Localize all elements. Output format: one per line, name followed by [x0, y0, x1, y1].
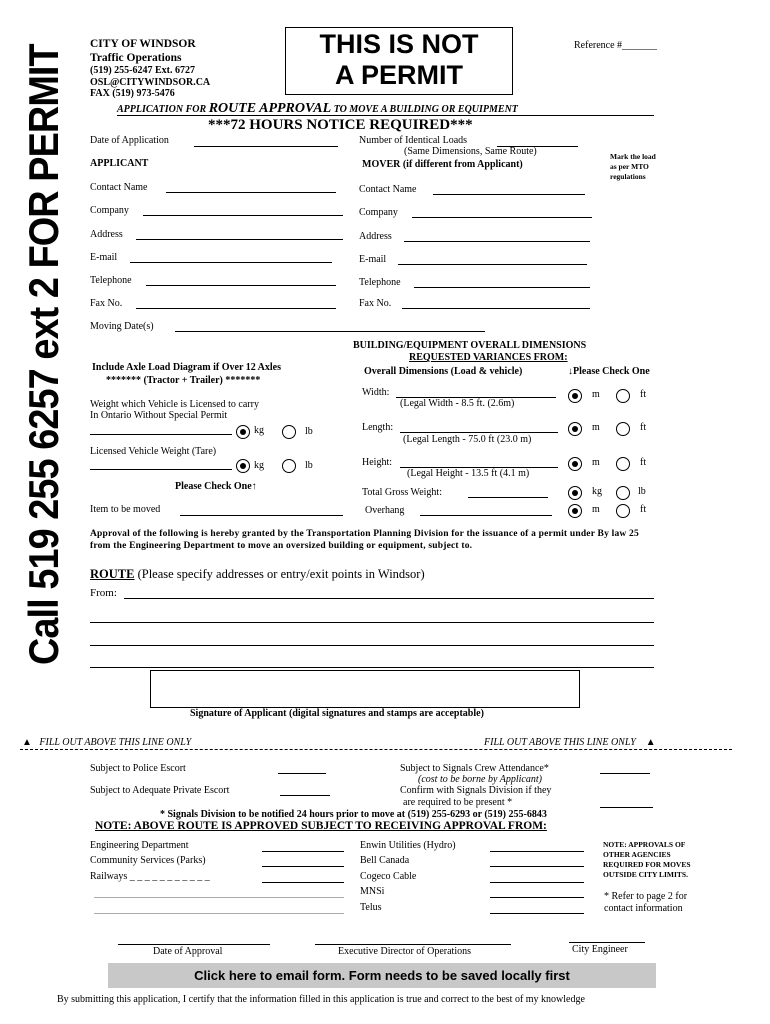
up-arrow-icon: ↑	[251, 481, 257, 492]
height-unit-ft: ft	[640, 457, 647, 468]
community-field[interactable]	[262, 866, 344, 867]
applicant-address-label: Address	[90, 229, 123, 240]
mover-company-label: Company	[359, 207, 398, 218]
not-permit-line1: THIS IS NOT	[319, 29, 479, 59]
refer-page2-line1: * Refer to page 2 for	[604, 891, 688, 902]
header-phone: (519) 255-6247 Ext. 6727	[90, 65, 195, 76]
licensed-weight-line2: In Ontario Without Special Permit	[90, 410, 228, 421]
licensed-unit-lb: lb	[305, 426, 313, 437]
down-arrow-icon: ↓	[568, 366, 573, 377]
date-of-application-label: Date of Application	[90, 135, 169, 146]
mto-note-line3: regulations	[610, 172, 646, 181]
axle-line1: Include Axle Load Diagram if Over 12 Axles	[92, 362, 281, 373]
date-of-approval-line[interactable]	[118, 944, 270, 945]
fill-above-left-text: FILL OUT ABOVE THIS LINE ONLY	[39, 737, 192, 748]
length-field[interactable]	[400, 432, 558, 433]
route-line-4[interactable]	[90, 667, 654, 668]
signals-crew-field[interactable]	[600, 773, 650, 774]
outside-note-line4: OUTSIDE CITY LIMITS.	[603, 870, 688, 879]
outside-note-line3: REQUIRED FOR MOVES	[603, 860, 691, 869]
height-unit-m-radio[interactable]	[568, 457, 582, 471]
director-signature-line[interactable]	[315, 944, 511, 945]
mover-address-label: Address	[359, 231, 392, 242]
signature-label: Signature of Applicant (digital signatures and stamps are acceptable)	[190, 708, 484, 719]
mover-fax-field[interactable]	[402, 308, 590, 309]
enwin-label: Enwin Utilities (Hydro)	[360, 840, 456, 851]
signals-notice: * Signals Division to be notified 24 hours prior to move at (519) 255-6293 or (519) 255-6843	[160, 809, 547, 820]
email-form-button[interactable]: Click here to email form. Form needs to be saved locally first	[108, 963, 656, 988]
length-legal: (Legal Length - 75.0 ft (23.0 m)	[403, 434, 532, 445]
route-heading: ROUTE	[90, 567, 135, 581]
cogeco-label: Cogeco Cable	[360, 871, 417, 882]
height-label: Height:	[362, 457, 392, 468]
gross-unit-kg-radio[interactable]	[568, 486, 582, 500]
signals-confirm-field[interactable]	[600, 807, 653, 808]
not-a-permit-box	[285, 27, 513, 95]
route-line-1[interactable]	[124, 598, 654, 599]
dims-check-one-text: Please Check One	[573, 366, 650, 377]
engineering-label: Engineering Department	[90, 840, 189, 851]
police-escort-label: Subject to Police Escort	[90, 763, 186, 774]
overhang-label: Overhang	[365, 505, 405, 516]
applicant-email-field[interactable]	[130, 262, 332, 263]
engineering-field[interactable]	[262, 851, 344, 852]
axle-check-one	[175, 481, 257, 492]
mover-contact-field[interactable]	[433, 194, 585, 195]
moving-dates-field[interactable]	[175, 331, 485, 332]
not-permit-line2: A PERMIT	[335, 60, 463, 90]
outside-note-line1: NOTE: APPROVALS OF	[603, 840, 686, 849]
licensed-weight-field[interactable]	[90, 434, 232, 435]
side-phone-banner: Call 519 255 6257 ext 2 FOR PERMIT	[20, 44, 67, 666]
mover-contact-label: Contact Name	[359, 184, 417, 195]
width-unit-m: m	[592, 389, 600, 400]
overhang-unit-m: m	[592, 504, 600, 515]
width-unit-ft: ft	[640, 389, 647, 400]
axle-line2: ******* (Tractor + Trailer) *******	[106, 375, 261, 386]
fill-above-right-text: FILL OUT ABOVE THIS LINE ONLY	[484, 737, 636, 748]
tare-unit-kg-radio[interactable]	[236, 459, 250, 473]
width-unit-ft-radio[interactable]	[616, 389, 630, 403]
notice-72-hours: ***72 HOURS NOTICE REQUIRED***	[208, 117, 473, 133]
outside-limits-note	[603, 840, 691, 880]
mover-telephone-field[interactable]	[414, 287, 590, 288]
mover-address-field[interactable]	[404, 241, 590, 242]
gross-weight-field[interactable]	[468, 497, 548, 498]
gross-unit-lb-radio[interactable]	[616, 486, 630, 500]
bell-field[interactable]	[490, 866, 584, 867]
engineer-label: City Engineer	[572, 944, 628, 955]
applicant-fax-field[interactable]	[136, 308, 336, 309]
outside-note-line2: OTHER AGENCIES	[603, 850, 671, 859]
org-name: CITY OF WINDSOR	[90, 38, 196, 50]
mover-company-field[interactable]	[412, 217, 592, 218]
route-instruction: (Please specify addresses or entry/exit points in Windsor)	[137, 567, 425, 581]
route-line-2[interactable]	[90, 622, 654, 623]
title-main: ROUTE APPROVAL	[208, 101, 332, 116]
header-fax: FAX (519) 973-5476	[90, 88, 175, 99]
licensed-unit-lb-radio[interactable]	[282, 425, 296, 439]
gross-unit-kg: kg	[592, 486, 602, 497]
tare-unit-kg: kg	[254, 460, 264, 471]
mto-note-line1: Mark the load	[610, 152, 656, 161]
director-label: Executive Director of Operations	[338, 946, 472, 957]
cut-line	[20, 749, 732, 750]
overall-dimensions-label: Overall Dimensions (Load & vehicle)	[364, 366, 523, 377]
dims-check-one	[568, 366, 650, 377]
signals-confirm-line1: Confirm with Signals Division if they	[400, 785, 552, 796]
telus-label: Telus	[360, 902, 382, 913]
mto-note	[610, 152, 656, 182]
overhang-unit-m-radio[interactable]	[568, 504, 582, 518]
identical-loads-note: (Same Dimensions, Same Route)	[404, 146, 537, 157]
overhang-unit-ft-radio[interactable]	[616, 504, 630, 518]
height-unit-m: m	[592, 457, 600, 468]
date-of-approval-label: Date of Approval	[153, 946, 223, 957]
title-prefix: APPLICATION FOR	[117, 104, 207, 115]
tare-unit-lb-radio[interactable]	[282, 459, 296, 473]
applicant-telephone-label: Telephone	[90, 275, 132, 286]
tare-unit-lb: lb	[305, 460, 313, 471]
enwin-field[interactable]	[490, 851, 584, 852]
engineer-signature-line[interactable]	[569, 942, 645, 943]
private-escort-field[interactable]	[280, 795, 330, 796]
applicant-address-field[interactable]	[136, 239, 343, 240]
applicant-email-label: E-mail	[90, 252, 118, 263]
date-of-application-field[interactable]	[194, 146, 338, 147]
approval-text: Approval of the following is hereby granted by the Transportation Planning Division for the issuance of a permit under By law 25 from the Engineering Department to move an oversized building or equipment, subject to.	[90, 529, 639, 551]
header-email: OSL@CITYWINDSOR.CA	[90, 77, 211, 88]
cogeco-field[interactable]	[490, 882, 584, 883]
mnsi-field[interactable]	[490, 897, 584, 898]
mover-heading: MOVER (if different from Applicant)	[362, 159, 523, 170]
mover-email-field[interactable]	[398, 264, 587, 265]
applicant-company-label: Company	[90, 205, 129, 216]
licensed-unit-kg: kg	[254, 425, 264, 436]
mto-note-line2: as per MTO	[610, 162, 649, 171]
railways-label: Railways _ _ _ _ _ _ _ _ _ _ _	[90, 871, 210, 882]
up-triangle-icon: ▲	[22, 737, 40, 748]
private-escort-label: Subject to Adequate Private Escort	[90, 785, 230, 796]
signals-crew-label: Subject to Signals Crew Attendance*	[400, 763, 549, 774]
applicant-telephone-field[interactable]	[146, 285, 336, 286]
route-heading-row	[90, 567, 425, 582]
dept-name: Traffic Operations	[90, 52, 182, 64]
licensed-unit-kg-radio[interactable]	[236, 425, 250, 439]
approval-note: NOTE: ABOVE ROUTE IS APPROVED SUBJECT TO RECEIVING APPROVAL FROM:	[95, 820, 547, 832]
up-triangle-icon: ▲	[635, 737, 656, 748]
certification-text: By submitting this application, I certify that the information filled in this application is true and correct to the best of my knowledge	[57, 994, 585, 1005]
gross-unit-lb: lb	[638, 486, 646, 497]
item-field[interactable]	[180, 515, 343, 516]
police-escort-field[interactable]	[278, 773, 326, 774]
fill-above-right	[484, 737, 656, 748]
extra-line-1[interactable]	[94, 897, 344, 898]
mnsi-label: MNSi	[360, 886, 385, 897]
length-label: Length:	[362, 422, 394, 433]
length-unit-ft: ft	[640, 422, 647, 433]
length-unit-m-radio[interactable]	[568, 422, 582, 436]
width-label: Width:	[362, 387, 390, 398]
applicant-heading: APPLICANT	[90, 158, 149, 169]
moving-dates-label: Moving Date(s)	[90, 321, 154, 332]
community-label: Community Services (Parks)	[90, 855, 206, 866]
overhang-unit-ft: ft	[640, 504, 647, 515]
dimensions-heading: BUILDING/EQUIPMENT OVERALL DIMENSIONS	[353, 340, 587, 351]
variances-heading: REQUESTED VARIANCES FROM:	[409, 352, 568, 363]
railways-field[interactable]	[262, 882, 344, 883]
height-unit-ft-radio[interactable]	[616, 457, 630, 471]
identical-loads-label: Number of Identical Loads	[359, 135, 468, 146]
licensed-weight-line1: Weight which Vehicle is Licensed to carry	[90, 399, 259, 410]
length-unit-m: m	[592, 422, 600, 433]
mover-telephone-label: Telephone	[359, 277, 401, 288]
width-unit-m-radio[interactable]	[568, 389, 582, 403]
signature-box[interactable]	[150, 670, 580, 708]
tare-label: Licensed Vehicle Weight (Tare)	[90, 446, 217, 457]
fill-above-left	[22, 737, 191, 748]
tare-field[interactable]	[90, 469, 232, 470]
signals-confirm-line2: are required to be present *	[403, 797, 513, 808]
applicant-contact-field[interactable]	[166, 192, 336, 193]
telus-field[interactable]	[490, 913, 584, 914]
axle-check-one-text: Please Check One	[175, 481, 252, 492]
gross-weight-label: Total Gross Weight:	[362, 487, 442, 498]
extra-line-2[interactable]	[94, 913, 344, 914]
applicant-fax-label: Fax No.	[90, 298, 123, 309]
mover-email-label: E-mail	[359, 254, 387, 265]
width-legal: (Legal Width - 8.5 ft. (2.6m)	[400, 398, 515, 409]
item-label: Item to be moved	[90, 504, 161, 515]
from-label: From:	[90, 587, 117, 599]
overhang-field[interactable]	[420, 515, 552, 516]
title-suffix: TO MOVE A BUILDING OR EQUIPMENT	[333, 104, 518, 115]
route-line-3[interactable]	[90, 645, 654, 646]
height-legal: (Legal Height - 13.5 ft (4.1 m)	[407, 468, 530, 479]
refer-page2-line2: contact information	[604, 903, 683, 914]
applicant-company-field[interactable]	[143, 215, 343, 216]
length-unit-ft-radio[interactable]	[616, 422, 630, 436]
signals-cost-note: (cost to be borne by Applicant)	[418, 774, 542, 785]
reference-field[interactable]: Reference #_______	[574, 40, 658, 51]
bell-label: Bell Canada	[360, 855, 410, 866]
applicant-contact-label: Contact Name	[90, 182, 148, 193]
mover-fax-label: Fax No.	[359, 298, 392, 309]
